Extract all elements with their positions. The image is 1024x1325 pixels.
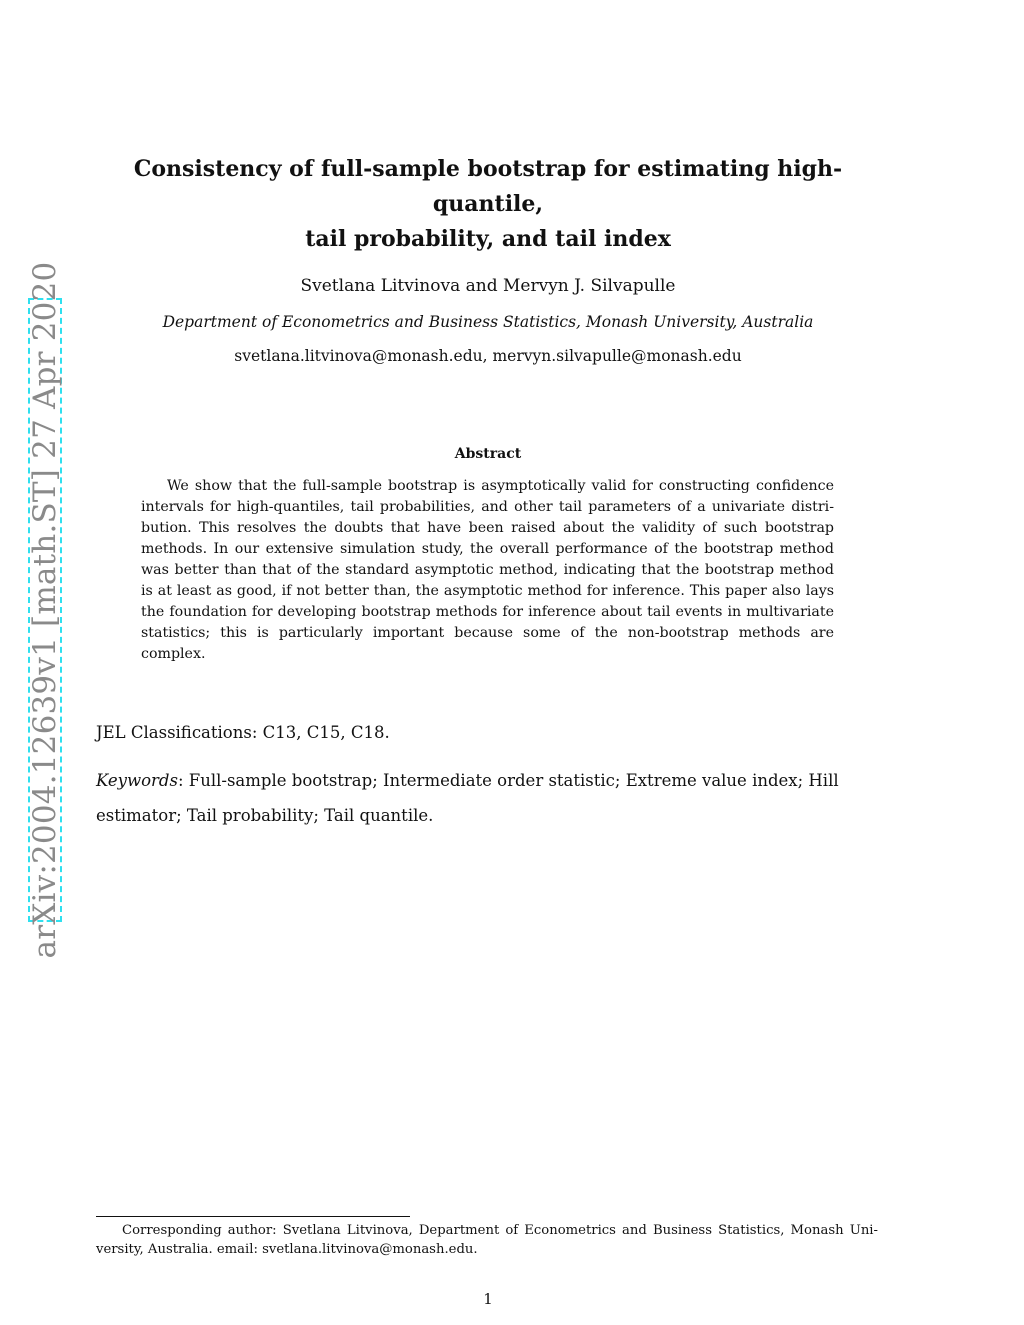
abstract-body: We show that the full-sample bootstrap is asymptotically valid for constructing confidence intervals for high-quantiles, tail probabilities, and other tail parameters of a univariate distribution. This resolves the doubts that have been raised about the validity of such bootstrap methods. In our extensive simulation study, the overall performance of the bootstrap method was better than that of the standard asymptotic method, indicating that the bootstrap method is at least as good, if not better than, the asymptotic method for inference. This paper also lays the foundation for developing bootstrap methods for inference about tail events in multivariate statistics; this is particularly important because some of the non-bootstrap methods are complex. [141,478,834,662]
title-line-2: tail probability, and tail index [305,226,671,252]
paper-title [90,152,886,257]
abstract-heading: Abstract [454,446,522,462]
affiliation: Department of Econometrics and Business Statistics, Monash University, Australia [162,313,814,331]
keywords-label: Keywords [96,771,178,790]
author-emails: svetlana.litvinova@monash.edu, mervyn.silvapulle@monash.edu [234,347,742,365]
keywords-text: : Full-sample bootstrap; Intermediate order statistic; Extreme value index; Hill estimator; Tail probability; Tail quantile. [96,771,839,825]
page-number: 1 [483,1290,493,1308]
jel-classifications: JEL Classifications: C13, C15, C18. [96,723,390,742]
footnote: Corresponding author: Svetlana Litvinova, Department of Econometrics and Business Statistics, Monash University, Australia. email: svetlana.litvinova@monash.edu. [96,1223,878,1257]
authors: Svetlana Litvinova and Mervyn J. Silvapulle [300,276,676,296]
footnote-rule [96,1216,410,1217]
arxiv-identifier: arXiv:2004.12639v1 [math.ST] 27 Apr 2020 [27,261,63,959]
keywords [96,763,896,833]
title-line-1: Consistency of full-sample bootstrap for estimating high-quantile, [133,156,843,217]
